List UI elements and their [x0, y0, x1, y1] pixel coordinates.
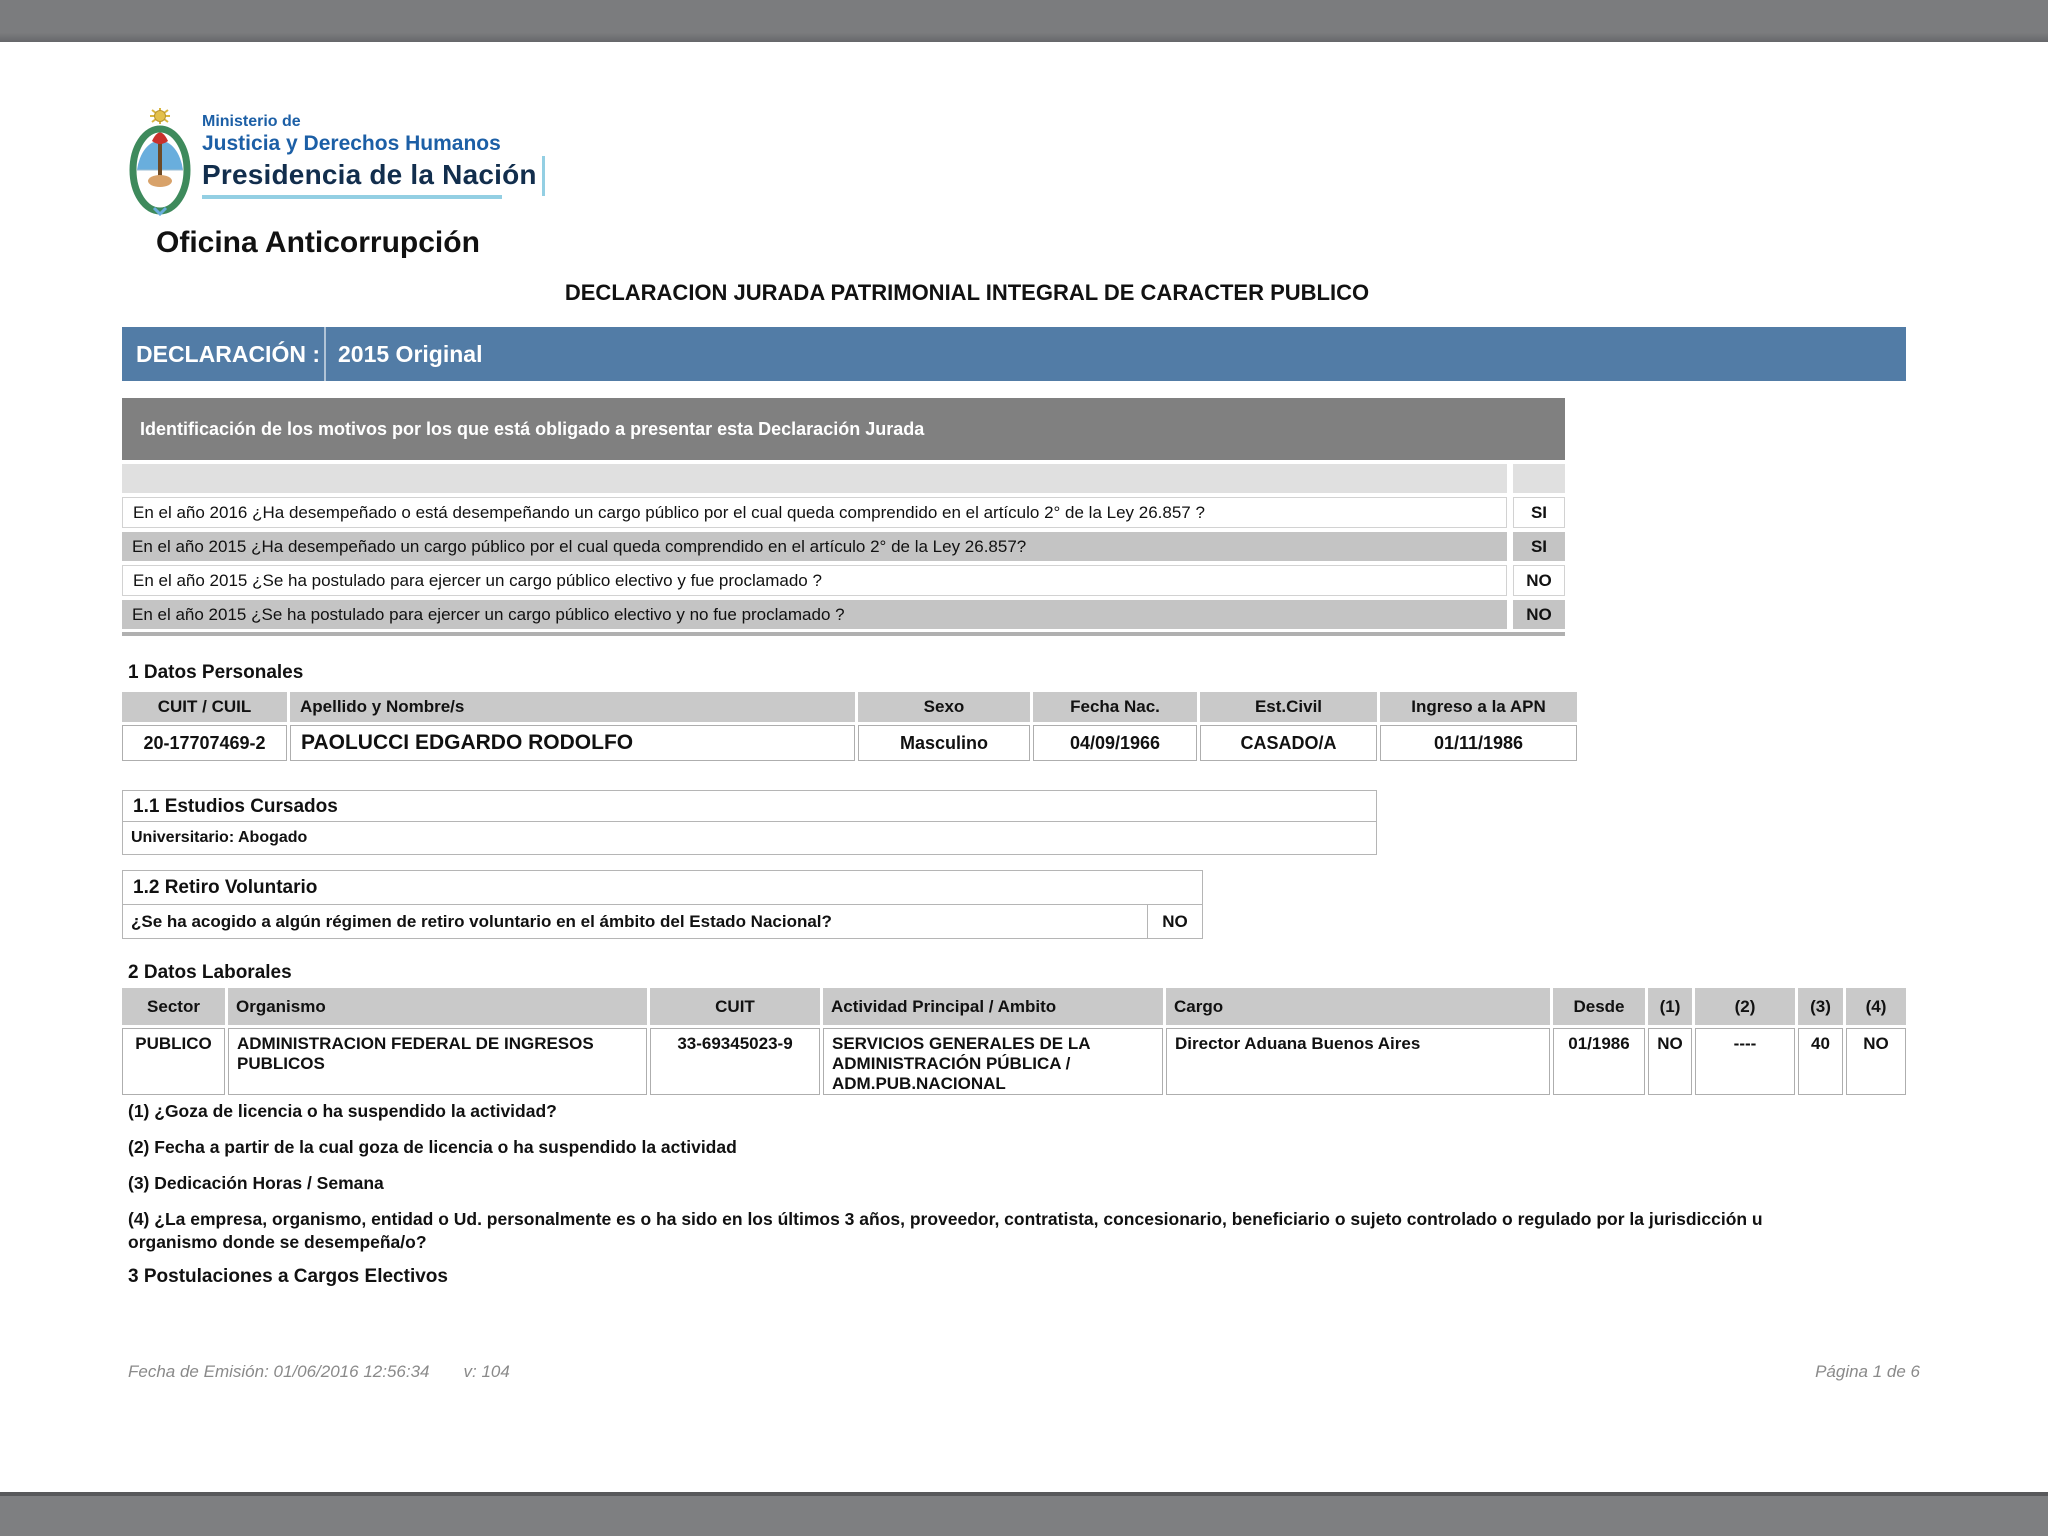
page-footer — [128, 1362, 1920, 1382]
labor-data-row — [122, 1028, 1906, 1095]
retirement-row — [123, 905, 1202, 938]
motives-row — [122, 497, 1565, 528]
sector-value: PUBLICO — [122, 1028, 225, 1095]
since-value: 01/1986 — [1553, 1028, 1645, 1095]
motives-question: En el año 2016 ¿Ha desempeñado o está desempeñando un cargo público por el cual queda comprendido en el artículo 2° de la Ley 26.857 ? — [122, 497, 1507, 528]
column-header: (2) — [1695, 988, 1795, 1025]
retirement-section-title: 1.2 Retiro Voluntario — [123, 871, 1202, 905]
position-value: Director Aduana Buenos Aires — [1166, 1028, 1550, 1095]
office-title: Oficina Anticorrupción — [156, 226, 480, 259]
org-cuit-value: 33-69345023-9 — [650, 1028, 820, 1095]
column-header: CUIT / CUIL — [122, 692, 287, 722]
footnote: (2) Fecha a partir de la cual goza de licencia o ha suspendido la actividad — [128, 1137, 737, 1158]
declaration-bar — [122, 327, 1906, 381]
motives-row — [122, 565, 1565, 596]
cuit-value: 20-17707469-2 — [122, 725, 287, 761]
note2-value: ---- — [1695, 1028, 1795, 1095]
column-header: Cargo — [1166, 988, 1550, 1025]
version-label: v: 104 — [463, 1362, 510, 1381]
column-header: Ingreso a la APN — [1380, 692, 1577, 722]
apn-entry-value: 01/11/1986 — [1380, 725, 1577, 761]
emission-info — [128, 1362, 544, 1382]
labor-table — [122, 988, 1906, 1095]
organism-value: ADMINISTRACION FEDERAL DE INGRESOS PUBLICOS — [228, 1028, 647, 1095]
ministry-line2: Justicia y Derechos Humanos — [202, 132, 501, 155]
motives-table — [122, 398, 1565, 636]
motives-empty-answer-cell — [1513, 464, 1565, 493]
motives-row — [122, 600, 1565, 629]
presidencia-label: Presidencia de la Nación — [202, 159, 537, 190]
column-header: Organismo — [228, 988, 647, 1025]
labor-header-row — [122, 988, 1906, 1025]
electives-section-title: 3 Postulaciones a Cargos Electivos — [128, 1266, 448, 1287]
sex-value: Masculino — [858, 725, 1030, 761]
motives-answer: NO — [1513, 565, 1565, 596]
note1-value: NO — [1648, 1028, 1692, 1095]
motives-question: En el año 2015 ¿Ha desempeñado un cargo público por el cual queda comprendido en el artículo 2° de la Ley 26.857? — [122, 532, 1507, 561]
motives-row — [122, 532, 1565, 561]
document-title: DECLARACION JURADA PATRIMONIAL INTEGRAL DE CARACTER PUBLICO — [564, 280, 1370, 305]
coat-of-arms-icon — [128, 108, 192, 216]
column-header: (4) — [1846, 988, 1906, 1025]
retirement-box — [122, 870, 1203, 939]
page-number: Página 1 de 6 — [1815, 1362, 1920, 1381]
column-header: (3) — [1798, 988, 1843, 1025]
motives-question: En el año 2015 ¿Se ha postulado para ejercer un cargo público electivo y no fue proclamado ? — [122, 600, 1507, 629]
logo-underline — [202, 195, 502, 199]
footnote: (1) ¿Goza de licencia o ha suspendido la actividad? — [128, 1101, 557, 1121]
column-header: Actividad Principal / Ambito — [823, 988, 1163, 1025]
viewer-top-bar — [0, 0, 2048, 42]
logo-vertical-rule — [542, 156, 545, 196]
personal-data-row — [122, 725, 1577, 761]
column-header: Desde — [1553, 988, 1645, 1025]
motives-answer: SI — [1513, 497, 1565, 528]
ministry-line1: Ministerio de — [202, 113, 301, 130]
motives-question: En el año 2015 ¿Se ha postulado para ejercer un cargo público electivo y fue proclamado ? — [122, 565, 1507, 596]
studies-section-title: 1.1 Estudios Cursados — [123, 791, 1376, 822]
marital-status-value: CASADO/A — [1200, 725, 1377, 761]
motives-header: Identificación de los motivos por los que está obligado a presentar esta Declaración Jurada — [122, 398, 1565, 460]
footnote: (3) Dedicación Horas / Semana — [128, 1173, 384, 1194]
personal-header-row — [122, 692, 1577, 722]
note4-value: NO — [1846, 1028, 1906, 1095]
motives-empty-question-cell — [122, 464, 1507, 493]
full-name-value: PAOLUCCI EDGARDO RODOLFO — [290, 725, 855, 761]
column-header: Sector — [122, 988, 225, 1025]
column-header: (1) — [1648, 988, 1692, 1025]
note3-value: 40 — [1798, 1028, 1843, 1095]
declaration-label: DECLARACIÓN : — [136, 340, 320, 367]
motives-empty-row — [122, 464, 1565, 493]
viewer-bottom-bar — [0, 1492, 2048, 1536]
labor-footnotes — [128, 1100, 1828, 1267]
retirement-answer: NO — [1162, 912, 1188, 931]
activity-value: SERVICIOS GENERALES DE LA ADMINISTRACIÓN PÚBLICA / ADM.PUB.NACIONAL — [823, 1028, 1163, 1095]
labor-section-title: 2 Datos Laborales — [128, 962, 292, 983]
declaration-value: 2015 Original — [338, 340, 483, 367]
column-header: Apellido y Nombre/s — [290, 692, 855, 722]
ministry-logo — [128, 108, 537, 216]
column-header: CUIT — [650, 988, 820, 1025]
motives-answer: NO — [1513, 600, 1565, 629]
footnote: (4) ¿La empresa, organismo, entidad o Ud. personalmente es o ha sido en los últimos 3 años, proveedor, contratista, concesionario, beneficiario o sujeto controlado o regulado por la jurisdicción u organismo donde se desempeña/o? — [128, 1209, 1763, 1253]
column-header: Est.Civil — [1200, 692, 1377, 722]
motives-answer: SI — [1513, 532, 1565, 561]
column-header: Fecha Nac. — [1033, 692, 1197, 722]
emission-date: Fecha de Emisión: 01/06/2016 12:56:34 — [128, 1362, 430, 1381]
personal-table — [122, 692, 1577, 761]
motives-bottom-rule — [122, 632, 1565, 636]
studies-value: Universitario: Abogado — [131, 829, 308, 846]
birthdate-value: 04/09/1966 — [1033, 725, 1197, 761]
retirement-question: ¿Se ha acogido a algún régimen de retiro voluntario en el ámbito del Estado Nacional? — [123, 905, 1148, 938]
column-header: Sexo — [858, 692, 1030, 722]
studies-box — [122, 790, 1377, 855]
personal-section-title: 1 Datos Personales — [128, 662, 304, 683]
